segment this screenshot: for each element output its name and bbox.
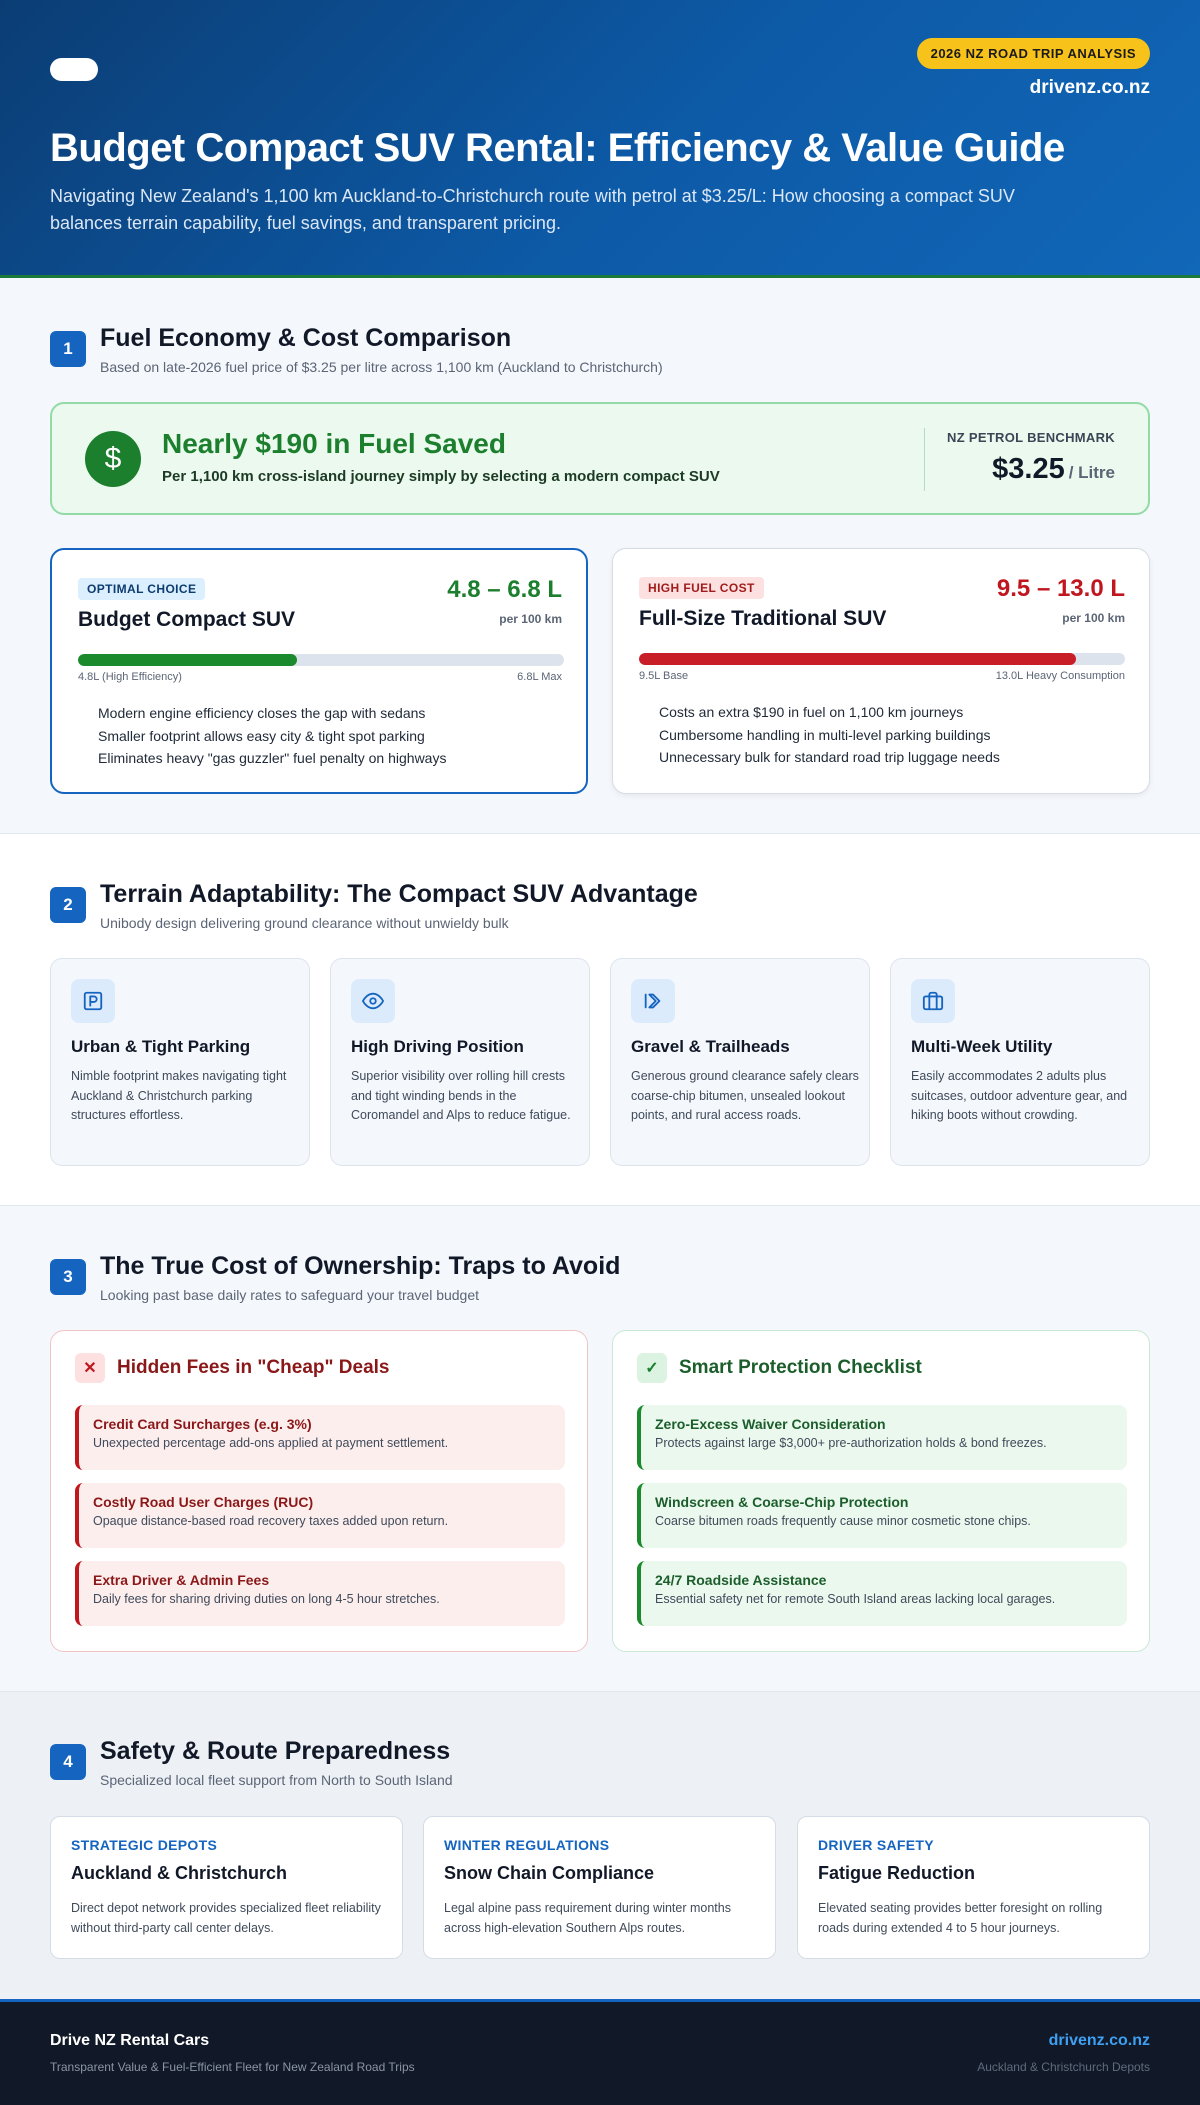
section-safety xyxy=(0,1692,1200,2002)
high-fuel-cost-tag: HIGH FUEL COST xyxy=(639,577,764,599)
briefcase-icon xyxy=(911,979,955,1023)
savings-subtitle: Per 1,100 km cross-island journey simply by selecting a modern compact SUV xyxy=(162,468,720,485)
benchmark-unit: / Litre xyxy=(1068,463,1115,482)
optimal-choice-tag: OPTIMAL CHOICE xyxy=(78,578,205,600)
consumption-bar xyxy=(639,653,1125,665)
bar-min-label: 4.8L (High Efficiency) xyxy=(78,671,182,683)
full-size-suv-card xyxy=(612,548,1150,794)
header-pill xyxy=(50,58,98,81)
section-title: Safety & Route Preparedness xyxy=(100,1737,451,1765)
section-number: 1 xyxy=(50,331,86,367)
feature-card xyxy=(610,958,870,1166)
footer xyxy=(0,1999,1200,2105)
feature-title: High Driving Position xyxy=(351,1037,524,1056)
consumption-unit: per 100 km xyxy=(499,612,562,626)
section-title: Fuel Economy & Cost Comparison xyxy=(100,324,512,352)
fee-item xyxy=(75,1405,565,1470)
dollar-icon: $ xyxy=(85,431,141,487)
safety-card xyxy=(423,1816,776,1959)
eye-icon xyxy=(351,979,395,1023)
section-true-cost xyxy=(0,1206,1200,1692)
checklist-desc: Protects against large $3,000+ pre-authorization holds & bond freezes. xyxy=(655,1436,1047,1450)
list-item: Eliminates heavy "gas guzzler" fuel penalty on highways xyxy=(98,750,447,766)
fee-item xyxy=(75,1483,565,1548)
section-number: 4 xyxy=(50,1744,86,1780)
card-title: Auckland & Christchurch xyxy=(71,1863,288,1883)
consumption-range: 4.8 – 6.8 L xyxy=(447,576,562,603)
list-item: Costs an extra $190 in fuel on 1,100 km journeys xyxy=(659,704,964,720)
section-subtitle: Looking past base daily rates to safeguard your travel budget xyxy=(100,1287,480,1303)
bar-max-label: 6.8L Max xyxy=(517,671,562,683)
section-subtitle: Specialized local fleet support from North to South Island xyxy=(100,1772,453,1788)
section-number: 3 xyxy=(50,1259,86,1295)
savings-title: Nearly $190 in Fuel Saved xyxy=(162,428,506,459)
fee-desc: Unexpected percentage add-ons applied at payment settlement. xyxy=(93,1436,449,1450)
consumption-range: 9.5 – 13.0 L xyxy=(996,575,1125,602)
site-link[interactable]: drivenz.co.nz xyxy=(1029,77,1150,98)
fee-item xyxy=(75,1561,565,1626)
benchmark-label: NZ PETROL BENCHMARK xyxy=(947,430,1115,445)
card-desc: Direct depot network provides specialized fleet reliability without third-party call center delays. xyxy=(71,1901,381,1935)
checklist-item xyxy=(637,1405,1127,1470)
card-desc: Elevated seating provides better foresight on rolling roads during extended 4 to 5 hour journeys. xyxy=(818,1901,1103,1935)
divider xyxy=(924,428,925,491)
checklist-title: Windscreen & Coarse-Chip Protection xyxy=(655,1494,909,1510)
compact-suv-card xyxy=(50,548,588,794)
list-item: Cumbersome handling in multi-level parking buildings xyxy=(659,726,991,743)
fee-title: Extra Driver & Admin Fees xyxy=(93,1572,270,1588)
footer-tagline: Transparent Value & Fuel-Efficient Fleet for New Zealand Road Trips xyxy=(50,2060,415,2074)
footer-site-link[interactable]: drivenz.co.nz xyxy=(1048,2032,1150,2049)
feature-desc: Easily accommodates 2 adults plus suitcases, outdoor adventure gear, and hiking boots without crowding. xyxy=(911,1069,1128,1122)
feature-desc: Superior visibility over rolling hill crests and tight winding bends in the Coromandel and Alps to reduce fatigue. xyxy=(351,1069,571,1122)
section-title: The True Cost of Ownership: Traps to Avoid xyxy=(100,1252,621,1280)
consumption-bar xyxy=(78,654,564,666)
check-icon: ✓ xyxy=(637,1353,667,1383)
list-item: Unnecessary bulk for standard road trip luggage needs xyxy=(659,749,1000,765)
feature-title: Gravel & Trailheads xyxy=(631,1037,790,1056)
hero-header xyxy=(0,0,1200,278)
section-terrain xyxy=(0,834,1200,1206)
analysis-badge: 2026 NZ ROAD TRIP ANALYSIS xyxy=(917,38,1150,69)
feature-card xyxy=(330,958,590,1166)
checklist-title: Zero-Excess Waiver Consideration xyxy=(655,1416,886,1432)
consumption-unit: per 100 km xyxy=(1062,611,1125,625)
consumption-bar-fill xyxy=(639,653,1076,665)
fee-desc: Daily fees for sharing driving duties on long 4-5 hour stretches. xyxy=(93,1592,440,1606)
benefit-list xyxy=(98,702,446,770)
card-title: Smart Protection Checklist xyxy=(679,1357,922,1378)
card-desc: Legal alpine pass requirement during winter months across high-elevation Southern Alps routes. xyxy=(444,1901,731,1935)
drawback-list xyxy=(659,701,1000,769)
list-item: Modern engine efficiency closes the gap with sedans xyxy=(98,705,426,721)
section-fuel-economy xyxy=(0,278,1200,834)
card-title: Hidden Fees in "Cheap" Deals xyxy=(117,1357,390,1378)
checklist-item xyxy=(637,1561,1127,1626)
checklist-desc: Essential safety net for remote South Island areas lacking local garages. xyxy=(655,1592,1056,1606)
fee-title: Credit Card Surcharges (e.g. 3%) xyxy=(93,1416,312,1432)
card-label: STRATEGIC DEPOTS xyxy=(71,1837,218,1853)
card-label: WINTER REGULATIONS xyxy=(444,1837,610,1853)
section-subtitle: Unibody design delivering ground clearance without unwieldy bulk xyxy=(100,915,509,931)
feature-card xyxy=(890,958,1150,1166)
footer-brand: Drive NZ Rental Cars xyxy=(50,2032,210,2049)
x-icon: ✕ xyxy=(75,1353,105,1383)
section-number: 2 xyxy=(50,887,86,923)
feature-title: Urban & Tight Parking xyxy=(71,1037,251,1056)
vehicle-name: Budget Compact SUV xyxy=(78,608,296,631)
benchmark-value xyxy=(992,453,1115,486)
parking-icon xyxy=(71,979,115,1023)
fast-forward-icon xyxy=(631,979,675,1023)
feature-desc: Nimble footprint makes navigating tight Auckland & Christchurch parking structures effortless. xyxy=(71,1069,287,1122)
feature-desc: Generous ground clearance safely clears coarse-chip bitumen, unsealed lookout points, and rural access roads. xyxy=(631,1069,859,1122)
card-label: DRIVER SAFETY xyxy=(818,1837,934,1853)
fee-title: Costly Road User Charges (RUC) xyxy=(93,1494,314,1510)
feature-card xyxy=(50,958,310,1166)
checklist-desc: Coarse bitumen roads frequently cause minor cosmetic stone chips. xyxy=(655,1514,1031,1528)
bar-min-label: 9.5L Base xyxy=(639,670,689,682)
checklist-item xyxy=(637,1483,1127,1548)
consumption-bar-fill xyxy=(78,654,297,666)
safety-card xyxy=(797,1816,1150,1959)
card-title: Snow Chain Compliance xyxy=(444,1863,655,1883)
page-title: Budget Compact SUV Rental: Efficiency & Value Guide xyxy=(50,126,1065,170)
checklist-title: 24/7 Roadside Assistance xyxy=(655,1572,827,1588)
benchmark-price: $3.25 xyxy=(992,453,1065,485)
section-title: Terrain Adaptability: The Compact SUV Advantage xyxy=(100,880,698,908)
section-subtitle: Based on late-2026 fuel price of $3.25 per litre across 1,100 km (Auckland to Christchurch) xyxy=(100,359,663,375)
hidden-fees-card xyxy=(50,1330,588,1652)
fee-desc: Opaque distance-based road recovery taxes added upon return. xyxy=(93,1514,449,1528)
page-subtitle: Navigating New Zealand's 1,100 km Auckland-to-Christchurch route with petrol at $3.25/L: How choosing a compact SUV balances terrain capability, fuel savings, and transparent pricing. xyxy=(50,186,1015,233)
card-title: Fatigue Reduction xyxy=(818,1863,975,1883)
fuel-savings-banner xyxy=(50,402,1150,515)
feature-title: Multi-Week Utility xyxy=(911,1037,1053,1056)
protection-checklist-card xyxy=(612,1330,1150,1652)
safety-card xyxy=(50,1816,403,1959)
bar-max-label: 13.0L Heavy Consumption xyxy=(995,670,1125,682)
list-item: Smaller footprint allows easy city & tight spot parking xyxy=(98,727,425,744)
footer-depots: Auckland & Christchurch Depots xyxy=(977,2060,1150,2074)
vehicle-name: Full-Size Traditional SUV xyxy=(639,607,887,630)
